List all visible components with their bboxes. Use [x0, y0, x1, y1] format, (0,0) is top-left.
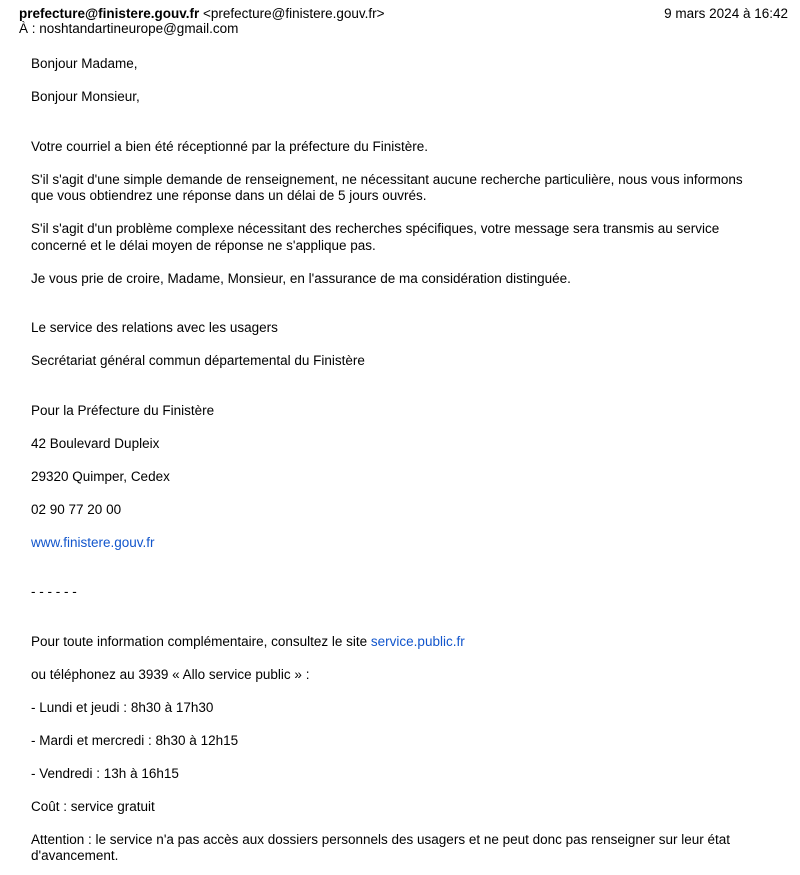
signature-address-line2: 29320 Quimper, Cedex [31, 468, 170, 484]
finistere-website-link[interactable]: www.finistere.gouv.fr [31, 534, 155, 550]
cost-line: Coût : service gratuit [31, 798, 155, 814]
paragraph-closing: Je vous prie de croire, Madame, Monsieur, en l'assurance de ma considération distinguée. [31, 270, 571, 286]
from-line [19, 6, 385, 21]
recipient-line: À : noshtandartineurope@gmail.com [19, 21, 239, 36]
hours-lundi-jeudi: - Lundi et jeudi : 8h30 à 17h30 [31, 699, 214, 715]
sender-address: <prefecture@finistere.gouv.fr> [202, 6, 385, 21]
greeting-madame: Bonjour Madame, [31, 56, 138, 71]
signature-address-line1: 42 Boulevard Dupleix [31, 435, 160, 451]
paragraph-complex-request: S'il s'agit d'un problème complexe nécessitant des recherches spécifiques, votre message sera transmis au service concerné et le délai moyen de réponse ne s'applique pas. [31, 221, 720, 253]
phone-3939-line: ou téléphonez au 3939 « Allo service public » : [31, 666, 310, 682]
message-date: 9 mars 2024 à 16:42 [664, 6, 788, 21]
signature-phone: 02 90 77 20 00 [31, 501, 122, 517]
hours-vendredi: - Vendredi : 13h à 16h15 [31, 765, 179, 781]
signature-secretariat: Secrétariat général commun départemental du Finistère [31, 353, 365, 368]
service-public-link[interactable]: service.public.fr [370, 633, 465, 649]
hours-mardi-mercredi: - Mardi et mercredi : 8h30 à 12h15 [31, 732, 239, 748]
signature-service: Le service des relations avec les usagers [31, 320, 278, 335]
email-body [31, 56, 756, 865]
header-row [19, 6, 788, 21]
signature-website-line [31, 535, 756, 552]
paragraph-simple-request: S'il s'agit d'une simple demande de renseignement, ne nécessitant aucune recherche particulière, nous vous informons que vous obtiendrez une réponse dans un délai de 5 jours ouvrés. [31, 171, 743, 203]
separator-dashes: - - - - - - [31, 584, 77, 599]
warning-line: Attention : le service n'a pas accès aux dossiers personnels des usagers et ne peut donc pas renseigner sur leur état d'avancement. [31, 831, 730, 863]
info-prefix-text: Pour toute information complémentaire, consultez le site [31, 633, 371, 649]
email-header [0, 0, 800, 36]
greeting-monsieur: Bonjour Monsieur, [31, 89, 140, 104]
info-site-line [31, 634, 756, 651]
sender-name: prefecture@finistere.gouv.fr [19, 6, 200, 21]
signature-pour: Pour la Préfecture du Finistère [31, 402, 215, 418]
paragraph-reception: Votre courriel a bien été réceptionné par la préfecture du Finistère. [31, 138, 428, 154]
